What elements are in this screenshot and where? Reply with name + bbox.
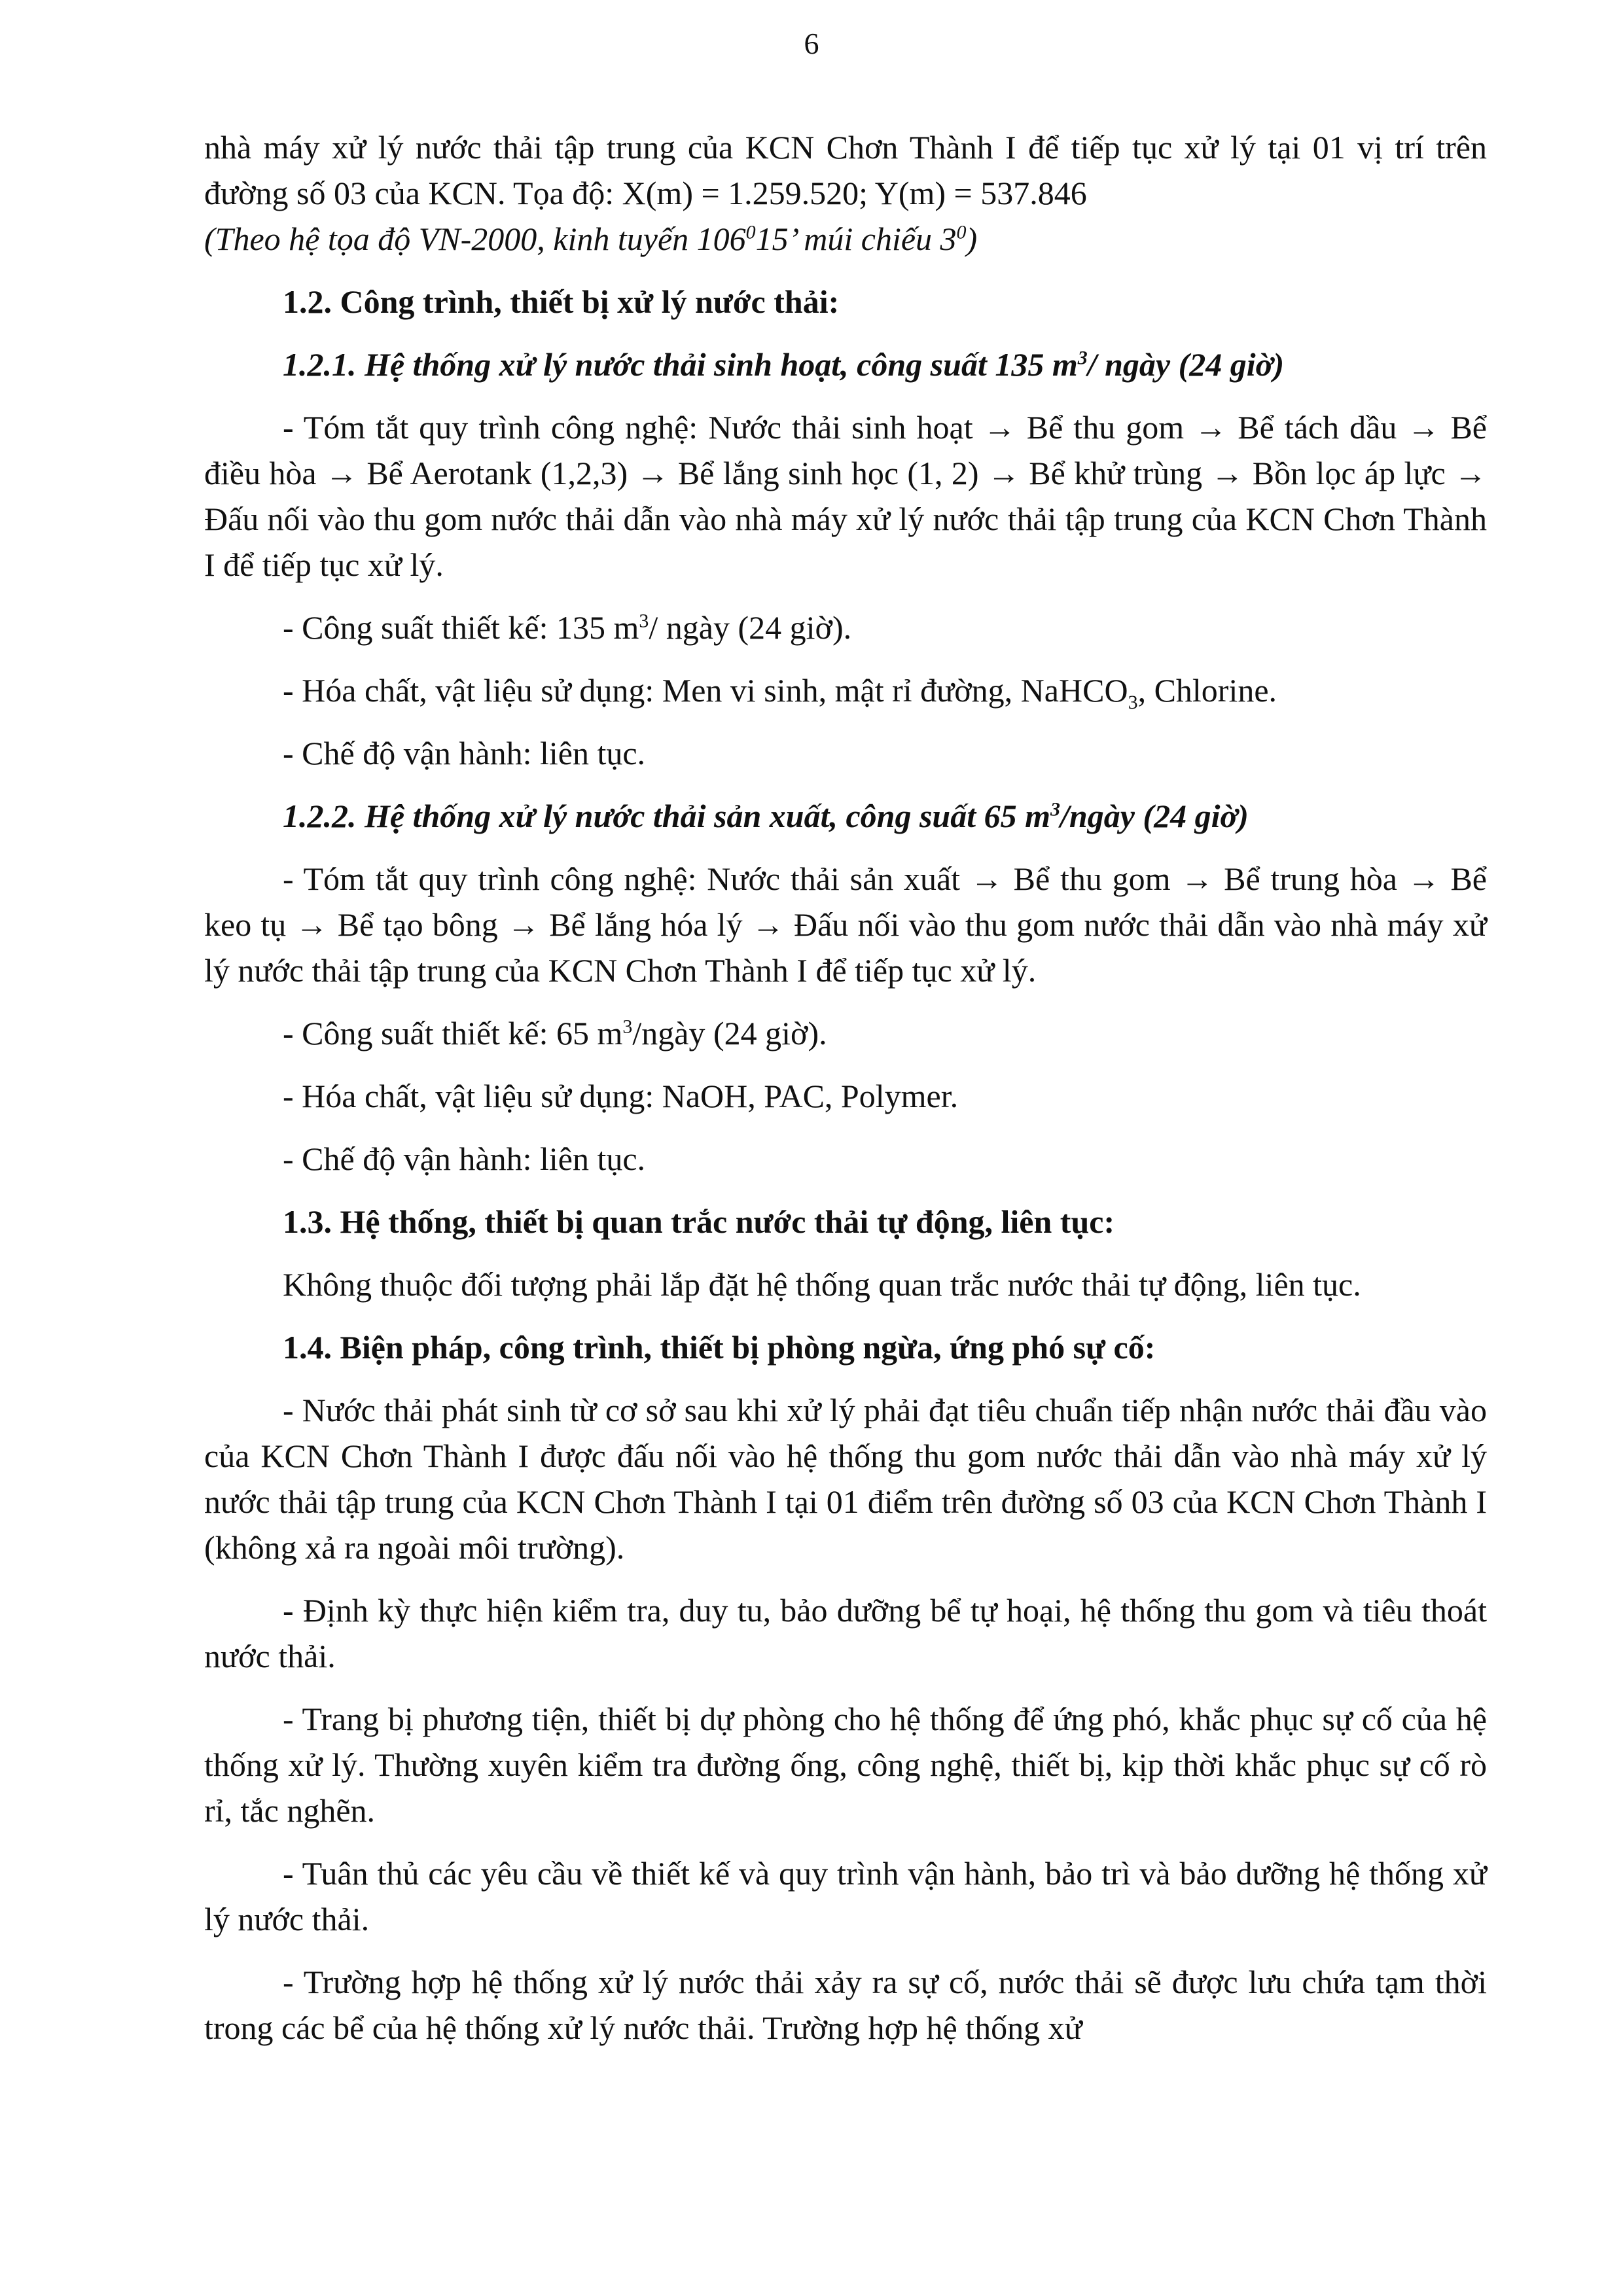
section-1-2-2-heading-text: 1.2.2. Hệ thống xử lý nước thải sản xuất, công suất 65 m <box>283 798 1051 834</box>
coordinate-note-part-c: ) <box>966 221 978 257</box>
coordinate-note-degree: 0 <box>745 221 756 243</box>
section-1-2-1-heading-sup: 3 <box>1077 347 1088 369</box>
section-1-2-2-heading-sup: 3 <box>1050 798 1061 821</box>
section-1-2-1-heading-text: 1.2.1. Hệ thống xử lý nước thải sinh hoạt, công suất 135 m <box>283 346 1078 383</box>
section-1-3-heading: 1.3. Hệ thống, thiết bị quan trắc nước thải tự động, liên tục: <box>283 1203 1115 1240</box>
production-capacity-sup: 3 <box>622 1016 633 1038</box>
section-1-2-2-heading-tail: /ngày (24 giờ) <box>1060 798 1249 834</box>
coordinate-note-part-a: (Theo hệ tọa độ VN-2000, kinh tuyến 106 <box>204 221 746 257</box>
production-chemicals: - Hóa chất, vật liệu sử dụng: NaOH, PAC, Polymer. <box>283 1078 959 1114</box>
domestic-chemicals <box>204 667 1487 713</box>
section-1-4-heading: 1.4. Biện pháp, công trình, thiết bị phòng ngừa, ứng phó sự cố: <box>283 1329 1156 1366</box>
incident-measure-item: - Trường hợp hệ thống xử lý nước thải xảy ra sự cố, nước thải sẽ được lưu chứa tạm thời trong các bể của hệ thống xử lý nước thải. Trường hợp hệ thống xử <box>204 1964 1487 2046</box>
incident-measure-item: - Định kỳ thực hiện kiểm tra, duy tu, bảo dưỡng bể tự hoại, hệ thống thu gom và tiêu thoát nước thải. <box>204 1592 1487 1674</box>
coordinate-note-part-b: 15’ múi chiếu 3 <box>755 221 957 257</box>
domestic-process-summary: - Tóm tắt quy trình công nghệ: Nước thải sinh hoạt → Bể thu gom → Bể tách dầu → Bể điều hòa → Bể Aerotank (1,2,3) → Bể lắng sinh học (1, 2) → Bể khử trùng → Bồn lọc áp lực → Đấu nối vào thu gom nước thải dẫn vào nhà máy xử lý nước thải tập trung của KCN Chơn Thành I để tiếp tục xử lý. <box>204 409 1487 583</box>
incident-measure-item: - Nước thải phát sinh từ cơ sở sau khi xử lý phải đạt tiêu chuẩn tiếp nhận nước thải đầu vào của KCN Chơn Thành I được đấu nối vào hệ thống thu gom nước thải dẫn vào nhà máy xử lý nước thải tập trung của KCN Chơn Thành I tại 01 điểm trên đường số 03 của KCN Chơn Thành I (không xả ra ngoài môi trường). <box>204 1392 1487 1566</box>
coordinate-note-degree-2: 0 <box>956 221 967 243</box>
incident-measure-item: - Trang bị phương tiện, thiết bị dự phòng cho hệ thống để ứng phó, khắc phục sự cố của hệ thống xử lý. Thường xuyên kiểm tra đường ống, công nghệ, thiết bị, kịp thời khắc phục sự cố rò rỉ, tắc nghẽn. <box>204 1701 1487 1829</box>
section-1-2-1-heading-tail: / ngày (24 giờ) <box>1087 346 1285 383</box>
section-1-2-2-heading <box>204 793 1487 839</box>
domestic-chemicals-text: - Hóa chất, vật liệu sử dụng: Men vi sinh, mật rỉ đường, NaHCO <box>283 672 1128 709</box>
section-1-3-text: Không thuộc đối tượng phải lắp đặt hệ thống quan trắc nước thải tự động, liên tục. <box>283 1266 1361 1303</box>
domestic-capacity-sup: 3 <box>639 610 649 632</box>
incident-measure-item: - Tuân thủ các yêu cầu về thiết kế và quy trình vận hành, bảo trì và bảo dưỡng hệ thống xử lý nước thải. <box>204 1855 1487 1937</box>
page-number: 6 <box>804 27 819 60</box>
domestic-capacity-tail: / ngày (24 giờ). <box>649 609 852 646</box>
section-1-2-1-heading <box>204 342 1487 387</box>
domestic-chemicals-tail: , Chlorine. <box>1137 672 1277 709</box>
coordinate-system-note <box>204 216 1487 262</box>
production-capacity-text: - Công suất thiết kế: 65 m <box>283 1015 623 1051</box>
intro-paragraph <box>204 124 1487 216</box>
production-process-summary: - Tóm tắt quy trình công nghệ: Nước thải sản xuất → Bể thu gom → Bể trung hòa → Bể keo tụ → Bể tạo bông → Bể lắng hóa lý → Đấu nối vào thu gom nước thải dẫn vào nhà máy xử lý nước thải tập trung của KCN Chơn Thành I để tiếp tục xử lý. <box>204 860 1487 989</box>
production-capacity-tail: /ngày (24 giờ). <box>632 1015 827 1051</box>
domestic-capacity <box>204 605 1487 650</box>
production-operation-mode: - Chế độ vận hành: liên tục. <box>283 1140 646 1177</box>
production-capacity <box>204 1010 1487 1056</box>
section-1-2-heading: 1.2. Công trình, thiết bị xử lý nước thải: <box>283 283 840 320</box>
domestic-chemicals-sub: 3 <box>1128 692 1138 713</box>
document-body <box>204 124 1487 2051</box>
intro-text: nhà máy xử lý nước thải tập trung của KCN Chơn Thành I để tiếp tục xử lý tại 01 vị trí trên đường số 03 của KCN. Tọa độ: X(m) = 1.259.520; Y(m) = 537.846 <box>204 129 1487 211</box>
domestic-capacity-text: - Công suất thiết kế: 135 m <box>283 609 639 646</box>
domestic-operation-mode: - Chế độ vận hành: liên tục. <box>283 735 646 771</box>
